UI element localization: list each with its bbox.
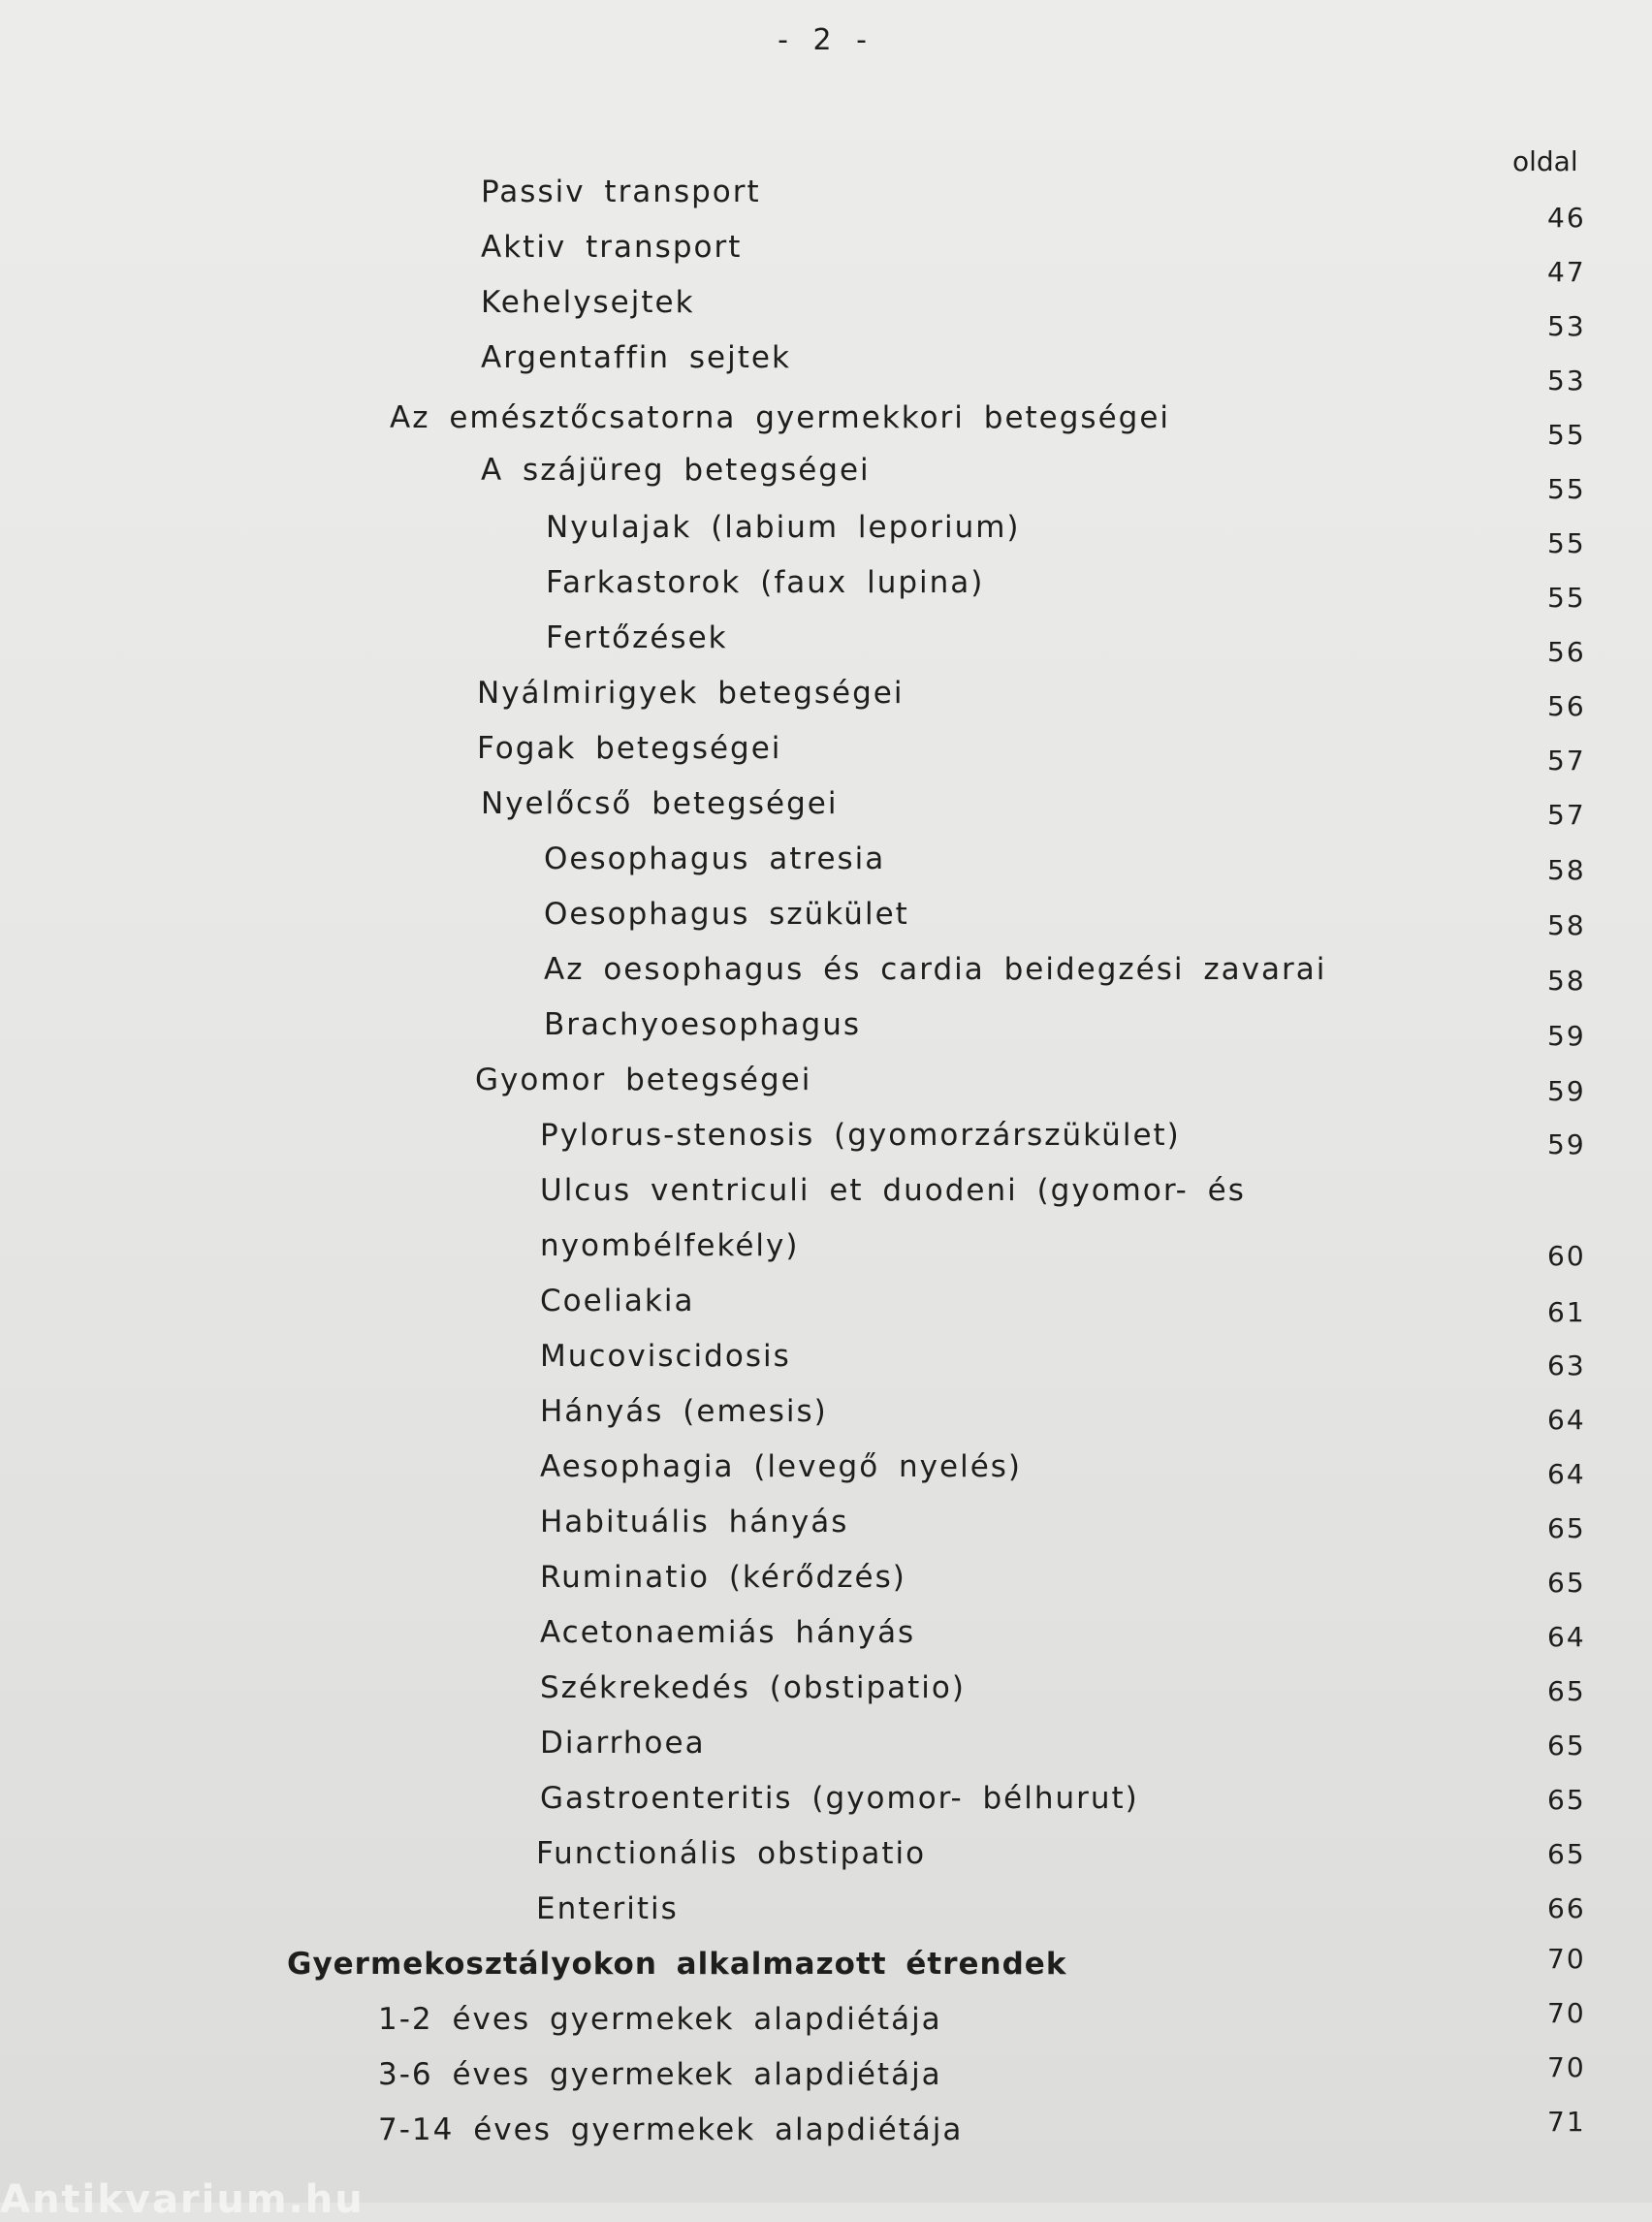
toc-page-number: 64: [1547, 1621, 1586, 1653]
toc-page-number: 47: [1547, 256, 1586, 288]
toc-entry: Brachyoesophagus: [544, 1007, 861, 1042]
toc-entry: 1-2 éves gyermekek alapdiétája: [378, 2002, 942, 2037]
toc-page-number: 59: [1547, 1075, 1586, 1107]
toc-page-number: 65: [1547, 1567, 1586, 1599]
toc-page-number: 46: [1547, 202, 1586, 234]
toc-entry: Aktiv transport: [481, 230, 743, 265]
toc-page-number: 53: [1547, 365, 1586, 397]
toc-entry: Gyomor betegségei: [475, 1063, 812, 1097]
toc-entry: Pylorus-stenosis (gyomorzárszükület): [540, 1118, 1181, 1153]
toc-entry: Nyulajak (labium leporium): [546, 510, 1021, 545]
toc-entry: Farkastorok (faux lupina): [546, 565, 985, 600]
toc-page-number: 70: [1547, 1997, 1586, 2029]
toc-entry: A szájüreg betegségei: [481, 453, 871, 488]
toc-entry: Hányás (emesis): [540, 1394, 828, 1429]
toc-entry: Oesophagus szükület: [544, 897, 909, 932]
toc-page-number: 70: [1547, 1943, 1586, 1975]
toc-page-number: 56: [1547, 636, 1586, 668]
toc-page-number: 60: [1547, 1240, 1586, 1272]
toc-page-number: 55: [1547, 527, 1586, 559]
toc-page-number: 65: [1547, 1512, 1586, 1544]
toc-entry: Enteritis: [536, 1891, 679, 1926]
toc-page-number: 70: [1547, 2051, 1586, 2083]
toc-entry: Nyelőcső betegségei: [481, 786, 839, 821]
toc-page-number: 59: [1547, 1128, 1586, 1160]
toc-page-number: 55: [1547, 582, 1586, 614]
toc-page-number: 65: [1547, 1838, 1586, 1870]
page-number: - 2 -: [778, 23, 874, 57]
toc-entry: Fertőzések: [546, 620, 728, 655]
toc-entry: Fogak betegségei: [477, 731, 782, 766]
toc-entry: Ulcus ventriculi et duodeni (gyomor- és: [540, 1173, 1246, 1208]
toc-entry: Székrekedés (obstipatio): [540, 1670, 966, 1705]
toc-entry: Diarrhoea: [540, 1726, 706, 1761]
toc-page-number: 71: [1547, 2106, 1586, 2138]
toc-entry: Mucoviscidosis: [540, 1339, 791, 1374]
toc-page-number: 58: [1547, 965, 1586, 997]
toc-entry: Functionális obstipatio: [536, 1836, 927, 1871]
toc-entry: Habituális hányás: [540, 1505, 849, 1540]
toc-page-number: 58: [1547, 909, 1586, 941]
toc-page-number: 64: [1547, 1404, 1586, 1436]
toc-page-number: 66: [1547, 1892, 1586, 1924]
toc-entry: Aesophagia (levegő nyelés): [540, 1449, 1023, 1484]
toc-entry: Gastroenteritis (gyomor- bélhurut): [540, 1781, 1139, 1816]
toc-page-number: 55: [1547, 419, 1586, 451]
toc-page-number: 65: [1547, 1675, 1586, 1707]
toc-page-number: 53: [1547, 310, 1586, 342]
toc-entry: Acetonaemiás hányás: [540, 1615, 916, 1650]
toc-page-number: 57: [1547, 745, 1586, 777]
toc-page-number: 61: [1547, 1296, 1586, 1328]
toc-entry: Az oesophagus és cardia beidegzési zavarai: [544, 952, 1327, 987]
toc-entry: 3-6 éves gyermekek alapdiétája: [378, 2057, 942, 2092]
toc-page-number: 64: [1547, 1458, 1586, 1490]
toc-page-number: 55: [1547, 473, 1586, 505]
watermark: Antikvarium.hu: [0, 2177, 365, 2222]
toc-entry: Kehelysejtek: [481, 285, 695, 320]
toc-page-number: 56: [1547, 690, 1586, 722]
toc-entry: Argentaffin sejtek: [481, 340, 791, 375]
toc-entry: 7-14 éves gyermekek alapdiétája: [378, 2112, 964, 2147]
toc-page-number: 65: [1547, 1784, 1586, 1816]
toc-entry: Coeliakia: [540, 1284, 695, 1318]
column-heading-page: oldal: [1512, 145, 1578, 177]
toc-page-number: 65: [1547, 1730, 1586, 1762]
toc-page-number: 59: [1547, 1020, 1586, 1052]
toc-entry: Oesophagus atresia: [544, 841, 886, 876]
toc-entry: Passiv transport: [481, 175, 761, 209]
toc-page-number: 57: [1547, 799, 1586, 831]
toc-entry: Ruminatio (kérődzés): [540, 1560, 906, 1595]
toc-page-number: 63: [1547, 1349, 1586, 1381]
toc-page-number: 58: [1547, 854, 1586, 886]
toc-entry: nyombélfekély): [540, 1228, 800, 1263]
toc-entry: Nyálmirigyek betegségei: [477, 676, 905, 711]
toc-entry: Az emésztőcsatorna gyermekkori betegségei: [390, 400, 1171, 435]
toc-section-heading: Gyermekosztályokon alkalmazott étrendek: [287, 1947, 1067, 1982]
